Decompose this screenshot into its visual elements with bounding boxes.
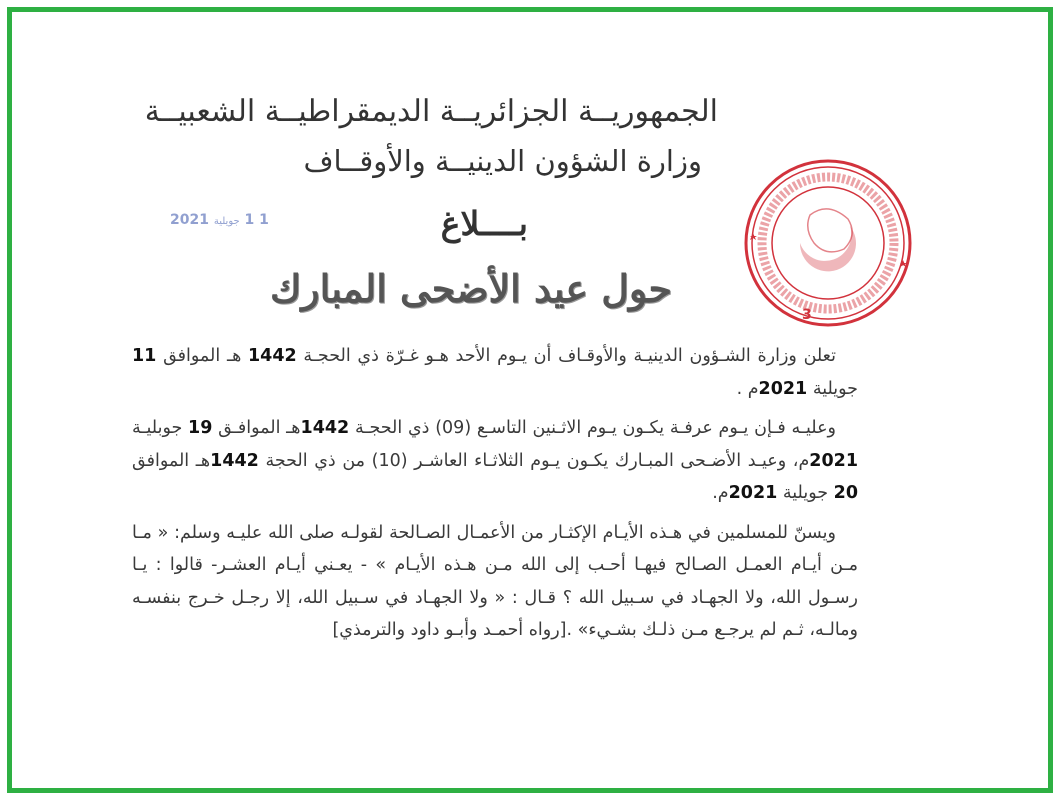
document-title: بــــلاغ — [440, 204, 528, 243]
ministry-header: وزارة الشؤون الدينيــة والأوقــاف — [303, 144, 702, 178]
document-subtitle: حول عيد الأضحى المبارك — [269, 266, 672, 311]
emblem-icon — [808, 209, 852, 252]
official-seal — [740, 155, 916, 331]
announcement-body — [132, 340, 858, 654]
seal-text-band — [762, 177, 894, 309]
seal-star-left-icon — [750, 233, 757, 240]
seal-inner-ring — [772, 187, 884, 299]
date-stamp-month: جويلية — [213, 216, 240, 227]
date-stamp — [170, 212, 269, 228]
seal-middle-ring — [752, 167, 904, 319]
paragraph-2: وعليـه فـإن يـوم عرفـة يكـون يـوم الاثـنين التاسـع (09) ذي الحجـة 1442هـ الموافـق 19 جوبليـة 2021م، وعيـد الأضـحى المبـارك يكـون يـوم الثلاثـاء العاشـر (10) من ذي الحجة 1442هـ الموافق 20 جويلية 2021م. — [132, 418, 859, 503]
paragraph-3: ويسنّ للمسلمين في هـذه الأيـام الإكثـار من الأعمـال الصـالحة لقولـه صلى الله عليـه وسلم: « مـا مـن أيـام العمـل الصـالح فيهـا أحـب إلى الله مـن هـذه الأيـام » - يعـني أيـام العشـر- قالوا : يـا رسـول الله، ولا الجهـاد في سـبيل الله ؟ قـال : « ولا الجهـاد في سـبيل الله، إلا رجـل خـرج بنفسـه ومالـه، ثـم لم يرجـع مـن ذلـك بشـيء» .[رواه أحمـد وأبـو داود والترمذي] — [132, 522, 858, 640]
date-stamp-day: 1 1 — [244, 212, 269, 228]
seal-number: 3 — [802, 307, 812, 323]
seal-outer-ring — [746, 161, 910, 325]
date-stamp-year: 2021 — [170, 212, 209, 228]
paragraph-1: تعلن وزارة الشـؤون الدينيـة والأوقـاف أن يـوم الأحد هـو غـرّة ذي الحجـة 1442 هـ الموافق 11 جويلية 2021م . — [132, 346, 858, 399]
page-frame — [7, 7, 1053, 793]
republic-header: الجمهوريــة الجزائريــة الديمقراطيــة الشعبيــة — [144, 94, 718, 129]
